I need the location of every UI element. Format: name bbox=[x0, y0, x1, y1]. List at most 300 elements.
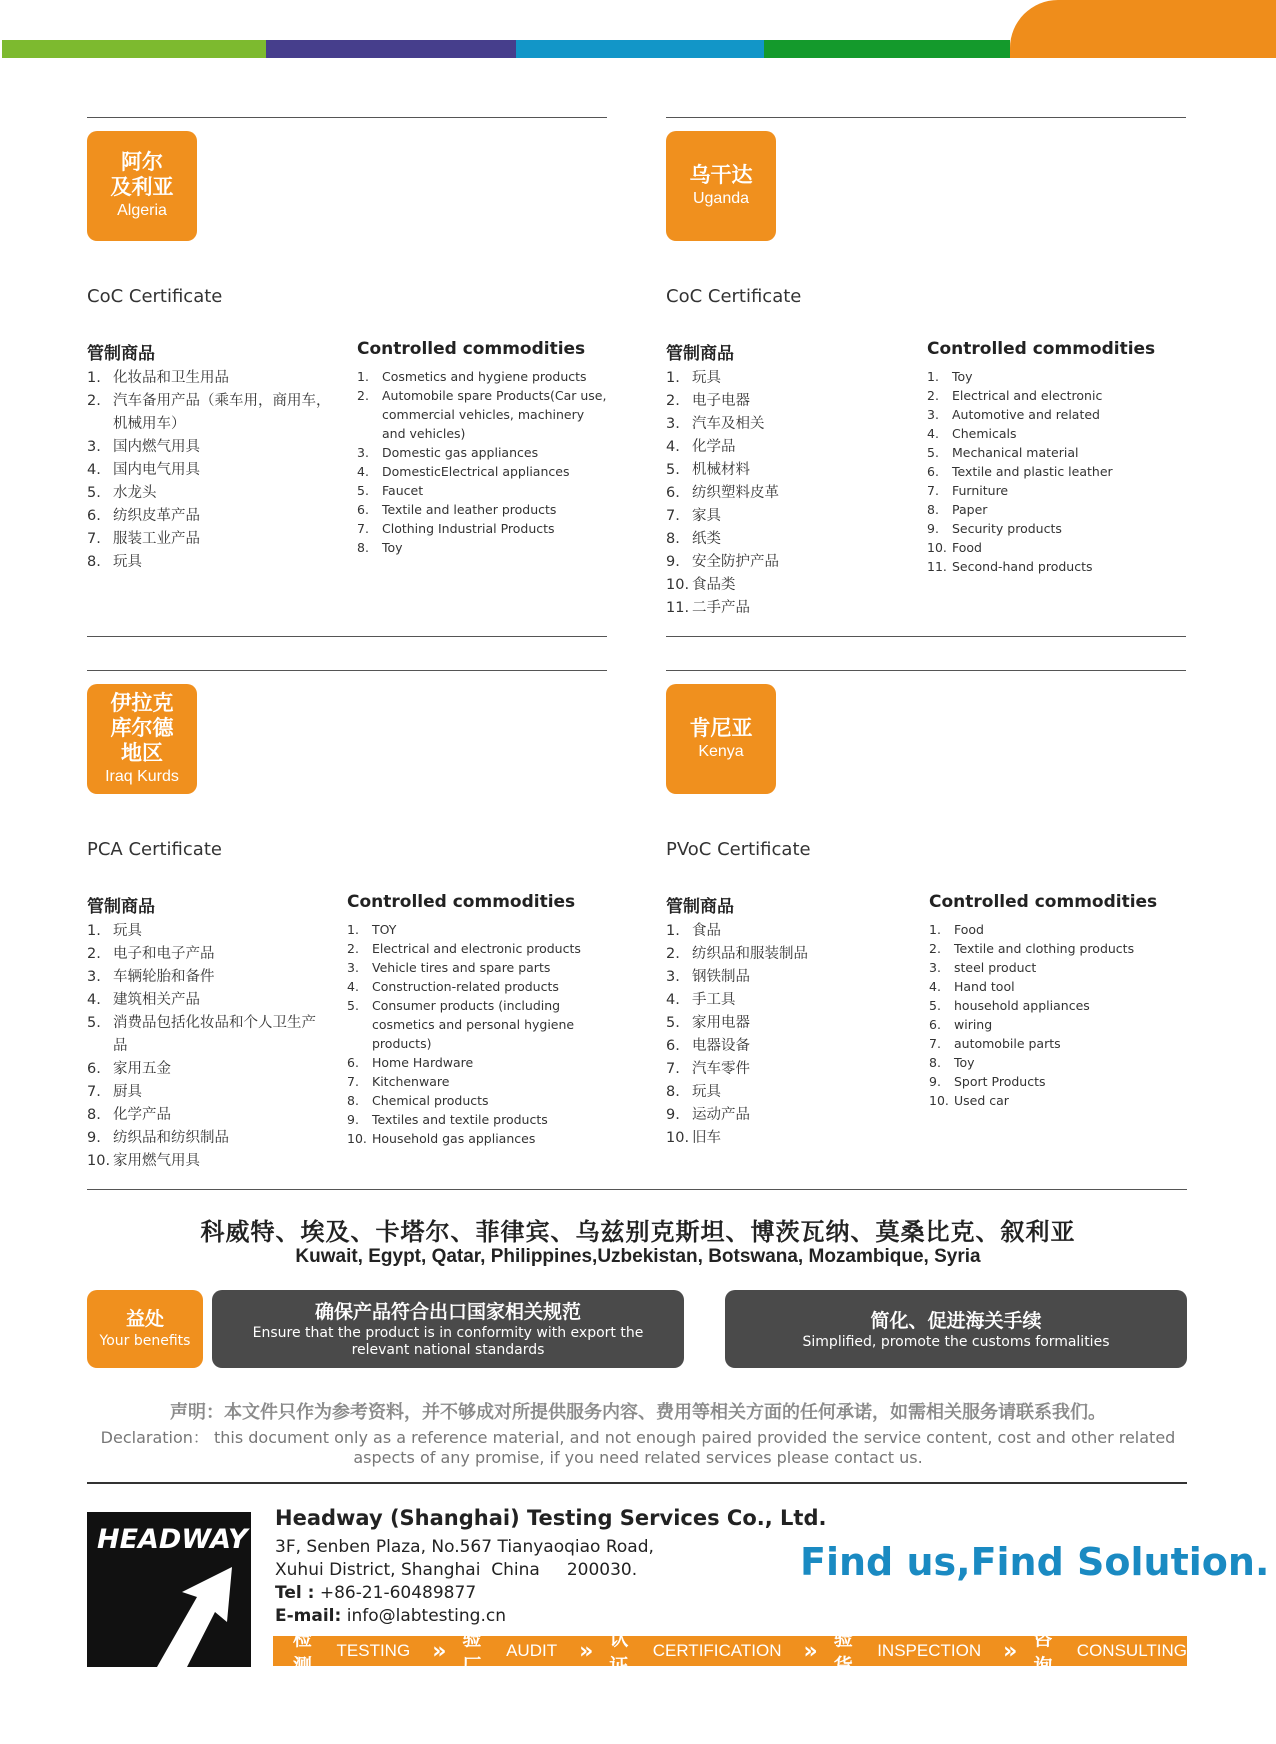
item-text: Toy bbox=[382, 540, 403, 555]
chevron-icon: » bbox=[1003, 1638, 1012, 1664]
item-number: 3. bbox=[666, 416, 680, 432]
service-zh: 咨询 bbox=[1033, 1628, 1053, 1677]
item-text: Textiles and textile products bbox=[372, 1112, 548, 1127]
service-testing bbox=[292, 1628, 411, 1677]
item-number: 6. bbox=[87, 508, 101, 524]
list-item bbox=[666, 459, 916, 482]
item-number: 10. bbox=[87, 1153, 111, 1169]
item-number: 4. bbox=[357, 464, 369, 479]
badge-en: Kenya bbox=[698, 742, 744, 760]
list-item bbox=[929, 1091, 1186, 1110]
item-text: 家用电器 bbox=[692, 1015, 750, 1031]
item-number: 9. bbox=[666, 1107, 680, 1123]
item-text: 化学产品 bbox=[113, 1107, 171, 1123]
section-bottom-rule bbox=[87, 636, 607, 637]
item-number: 9. bbox=[347, 1112, 359, 1127]
list-item bbox=[666, 551, 916, 574]
item-number: 1. bbox=[357, 369, 369, 384]
item-number: 2. bbox=[929, 941, 941, 956]
list-item bbox=[87, 1012, 327, 1058]
item-number: 3. bbox=[929, 960, 941, 975]
list-item bbox=[666, 920, 916, 943]
item-number: 10. bbox=[929, 1093, 949, 1108]
list-item bbox=[666, 482, 916, 505]
item-text: Textile and clothing products bbox=[954, 941, 1135, 956]
zh-heading: 管制商品 bbox=[666, 897, 734, 917]
list-item bbox=[927, 462, 1186, 481]
item-text: 玩具 bbox=[692, 1084, 721, 1100]
item-text: 家用燃气用具 bbox=[113, 1153, 200, 1169]
item-number: 4. bbox=[87, 992, 101, 1008]
list-item bbox=[929, 1034, 1186, 1053]
item-text: Consumer products (including cosmetics and personal hygiene products) bbox=[372, 998, 575, 1051]
item-number: 1. bbox=[347, 922, 359, 937]
item-number: 3. bbox=[87, 439, 101, 455]
item-number: 6. bbox=[357, 502, 369, 517]
item-text: 玩具 bbox=[692, 370, 721, 386]
other-countries-en: Kuwait, Egypt, Qatar, Philippines,Uzbekistan, Botswana, Mozambique, Syria bbox=[295, 1246, 981, 1267]
zh-heading: 管制商品 bbox=[666, 344, 734, 364]
item-number: 5. bbox=[927, 445, 939, 460]
list-item bbox=[357, 519, 607, 538]
list-item bbox=[666, 597, 916, 620]
service-zh: 验厂 bbox=[462, 1628, 482, 1677]
benefits-badge-zh: 益处 bbox=[125, 1308, 164, 1330]
benefits-badge-en: Your benefits bbox=[99, 1333, 191, 1349]
item-number: 7. bbox=[929, 1036, 941, 1051]
service-en: CONSULTING bbox=[1076, 1641, 1187, 1660]
service-audit bbox=[462, 1628, 558, 1677]
item-number: 8. bbox=[357, 540, 369, 555]
headway-logo bbox=[87, 1512, 251, 1667]
list-item bbox=[357, 386, 607, 443]
item-text: 汽车及相关 bbox=[692, 416, 765, 432]
country-badge bbox=[87, 684, 197, 794]
list-item bbox=[927, 500, 1186, 519]
section-top-rule bbox=[666, 117, 1186, 118]
item-number: 4. bbox=[929, 979, 941, 994]
address-line-1: 3F, Senben Plaza, No.567 Tianyaoqiao Road, bbox=[275, 1537, 654, 1557]
item-text: 厨具 bbox=[113, 1084, 142, 1100]
item-text: Electrical and electronic products bbox=[372, 941, 581, 956]
item-number: 7. bbox=[87, 531, 101, 547]
section-uganda bbox=[666, 117, 1188, 637]
item-text: 玩具 bbox=[113, 554, 142, 570]
item-number: 3. bbox=[87, 969, 101, 985]
item-number: 3. bbox=[927, 407, 939, 422]
list-item bbox=[357, 367, 607, 386]
item-text: 运动产品 bbox=[692, 1107, 750, 1123]
list-item bbox=[357, 462, 607, 481]
tel-value[interactable]: +86-21-60489877 bbox=[319, 1583, 477, 1603]
service-en: TESTING bbox=[336, 1641, 411, 1660]
item-number: 10. bbox=[666, 577, 690, 593]
badge-en: Algeria bbox=[117, 202, 167, 219]
list-item bbox=[347, 977, 587, 996]
zh-list bbox=[666, 920, 916, 1150]
item-text: 机械材料 bbox=[692, 462, 750, 478]
bar-green bbox=[2, 40, 266, 58]
slogan: Find us,Find Solution. bbox=[800, 1540, 1270, 1584]
service-certification bbox=[609, 1628, 782, 1677]
list-item bbox=[347, 958, 587, 977]
item-text: Home Hardware bbox=[372, 1055, 474, 1070]
list-item bbox=[87, 966, 327, 989]
list-item bbox=[357, 481, 607, 500]
item-text: wiring bbox=[954, 1017, 993, 1032]
item-text: Mechanical material bbox=[952, 445, 1079, 460]
item-number: 1. bbox=[929, 922, 941, 937]
list-item bbox=[87, 1104, 327, 1127]
badge-zh: 伊拉克 库尔德 地区 bbox=[110, 690, 174, 765]
logo-arrow-icon bbox=[87, 1512, 251, 1667]
item-text: Automobile spare Products(Car use, commercial vehicles, machinery and vehicles) bbox=[382, 388, 607, 441]
item-text: 汽车零件 bbox=[692, 1061, 750, 1077]
certificate-title: PCA Certificate bbox=[87, 839, 222, 860]
item-text: 纺织皮革产品 bbox=[113, 508, 200, 524]
list-item bbox=[87, 482, 342, 505]
item-number: 10. bbox=[666, 1130, 690, 1146]
item-number: 2. bbox=[87, 393, 101, 409]
list-item bbox=[666, 413, 916, 436]
item-number: 7. bbox=[666, 508, 680, 524]
item-number: 4. bbox=[927, 426, 939, 441]
item-text: Construction-related products bbox=[372, 979, 559, 994]
service-zh: 验货 bbox=[833, 1628, 853, 1677]
bar-purple bbox=[266, 40, 516, 58]
countries-top-rule bbox=[87, 1189, 1187, 1190]
item-number: 4. bbox=[347, 979, 359, 994]
list-item bbox=[87, 551, 342, 574]
item-number: 6. bbox=[666, 1038, 680, 1054]
zh-list bbox=[87, 920, 327, 1173]
zh-list bbox=[87, 367, 342, 574]
item-text: DomesticElectrical appliances bbox=[382, 464, 570, 479]
section-iraq-kurds bbox=[87, 670, 609, 1190]
en-list bbox=[347, 920, 587, 1148]
item-text: Domestic gas appliances bbox=[382, 445, 539, 460]
service-en: CERTIFICATION bbox=[652, 1641, 782, 1660]
declaration-zh: 声明：本文件只作为参考资料，并不够成对所提供服务内容、费用等相关方面的任何承诺，如需相关服务请联系我们。 bbox=[170, 1402, 1106, 1423]
list-item bbox=[929, 1072, 1186, 1091]
list-item bbox=[87, 1150, 327, 1173]
list-item bbox=[927, 367, 1186, 386]
list-item bbox=[929, 920, 1186, 939]
item-number: 5. bbox=[87, 1015, 101, 1031]
country-badge bbox=[666, 131, 776, 241]
list-item bbox=[347, 1072, 587, 1091]
item-text: 纺织塑料皮革 bbox=[692, 485, 779, 501]
top-orange-tab bbox=[1010, 0, 1276, 58]
list-item bbox=[666, 505, 916, 528]
list-item bbox=[666, 943, 916, 966]
item-text: Used car bbox=[954, 1093, 1009, 1108]
en-list bbox=[357, 367, 607, 557]
en-heading: Controlled commodities bbox=[347, 892, 576, 912]
item-text: 消费品包括化妆品和个人卫生产品 bbox=[113, 1015, 316, 1054]
list-item bbox=[927, 443, 1186, 462]
list-item bbox=[929, 939, 1186, 958]
item-text: Textile and plastic leather bbox=[952, 464, 1113, 479]
item-text: Food bbox=[954, 922, 984, 937]
item-number: 7. bbox=[87, 1084, 101, 1100]
item-text: 电器设备 bbox=[692, 1038, 750, 1054]
item-number: 4. bbox=[666, 439, 680, 455]
list-item bbox=[347, 996, 587, 1053]
item-text: 电子和电子产品 bbox=[113, 946, 215, 962]
list-item bbox=[87, 367, 342, 390]
item-number: 6. bbox=[927, 464, 939, 479]
benefit-customs-zh: 简化、促进海关手续 bbox=[870, 1309, 1042, 1332]
badge-zh: 阿尔 及利亚 bbox=[110, 150, 174, 199]
company-address bbox=[275, 1536, 654, 1628]
item-text: Chemical products bbox=[372, 1093, 489, 1108]
footer-rule bbox=[87, 1482, 1187, 1484]
logo-word: HEADWAY bbox=[97, 1524, 248, 1555]
chevron-icon: » bbox=[579, 1638, 588, 1664]
item-text: 手工具 bbox=[692, 992, 736, 1008]
item-text: household appliances bbox=[954, 998, 1090, 1013]
item-text: 纺织品和服装制品 bbox=[692, 946, 808, 962]
item-number: 9. bbox=[929, 1074, 941, 1089]
item-number: 3. bbox=[347, 960, 359, 975]
item-number: 8. bbox=[87, 554, 101, 570]
item-text: Automotive and related bbox=[952, 407, 1100, 422]
item-number: 2. bbox=[347, 941, 359, 956]
benefit-conformity-en: Ensure that the product is in conformity with export the relevant national standards bbox=[252, 1325, 644, 1358]
list-item bbox=[87, 920, 327, 943]
list-item bbox=[87, 436, 342, 459]
item-number: 2. bbox=[666, 946, 680, 962]
item-text: Kitchenware bbox=[372, 1074, 450, 1089]
list-item bbox=[347, 1129, 587, 1148]
item-number: 11. bbox=[927, 559, 947, 574]
item-number: 5. bbox=[666, 1015, 680, 1031]
section-kenya bbox=[666, 670, 1188, 1190]
badge-en: Uganda bbox=[692, 189, 750, 207]
item-text: Second-hand products bbox=[952, 559, 1093, 574]
item-text: Textile and leather products bbox=[382, 502, 557, 517]
bar-darkgreen bbox=[764, 40, 1010, 58]
item-number: 5. bbox=[666, 462, 680, 478]
list-item bbox=[87, 1081, 327, 1104]
list-item bbox=[666, 966, 916, 989]
item-number: 5. bbox=[357, 483, 369, 498]
item-text: Toy bbox=[954, 1055, 975, 1070]
item-number: 8. bbox=[347, 1093, 359, 1108]
chevron-icon: » bbox=[432, 1638, 441, 1664]
item-text: 钢铁制品 bbox=[692, 969, 750, 985]
country-badge bbox=[666, 684, 776, 794]
list-item bbox=[87, 505, 342, 528]
bar-blue bbox=[516, 40, 764, 58]
item-number: 7. bbox=[347, 1074, 359, 1089]
item-number: 10. bbox=[927, 540, 947, 555]
item-text: 食品类 bbox=[692, 577, 736, 593]
country-badge bbox=[87, 131, 197, 241]
service-zh: 检测 bbox=[292, 1628, 312, 1677]
section-top-rule bbox=[666, 670, 1186, 671]
service-en: INSPECTION bbox=[877, 1641, 982, 1660]
item-number: 8. bbox=[927, 502, 939, 517]
item-number: 7. bbox=[357, 521, 369, 536]
list-item bbox=[666, 1012, 916, 1035]
item-number: 6. bbox=[929, 1017, 941, 1032]
item-text: Sport Products bbox=[954, 1074, 1046, 1089]
item-number: 1. bbox=[666, 923, 680, 939]
item-number: 8. bbox=[87, 1107, 101, 1123]
list-item bbox=[929, 958, 1186, 977]
service-zh: 认证 bbox=[609, 1628, 629, 1677]
item-number: 2. bbox=[87, 946, 101, 962]
email-label: E-mail: bbox=[275, 1606, 342, 1626]
en-heading: Controlled commodities bbox=[357, 339, 586, 359]
item-text: 食品 bbox=[692, 923, 721, 939]
item-text: 电子电器 bbox=[692, 393, 750, 409]
item-number: 5. bbox=[347, 998, 359, 1013]
benefit-conformity bbox=[212, 1290, 684, 1368]
item-number: 7. bbox=[927, 483, 939, 498]
list-item bbox=[666, 1035, 916, 1058]
zh-heading: 管制商品 bbox=[87, 344, 155, 364]
item-text: TOY bbox=[372, 922, 397, 937]
benefit-conformity-zh: 确保产品符合出口国家相关规范 bbox=[314, 1301, 581, 1323]
item-text: 家具 bbox=[692, 508, 721, 524]
item-number: 6. bbox=[347, 1055, 359, 1070]
item-text: 安全防护产品 bbox=[692, 554, 779, 570]
item-number: 2. bbox=[666, 393, 680, 409]
list-item bbox=[87, 459, 342, 482]
other-countries-zh: 科威特、埃及、卡塔尔、菲律宾、乌兹别克斯坦、博茨瓦纳、莫桑比克、叙利亚 bbox=[200, 1218, 1076, 1246]
list-item bbox=[347, 1110, 587, 1129]
list-item bbox=[666, 528, 916, 551]
list-item bbox=[87, 528, 342, 551]
certificate-title: PVoC Certificate bbox=[666, 839, 811, 860]
item-text: 纸类 bbox=[692, 531, 721, 547]
item-number: 1. bbox=[87, 923, 101, 939]
benefit-customs bbox=[725, 1290, 1187, 1368]
item-text: Faucet bbox=[382, 483, 424, 498]
item-text: Hand tool bbox=[954, 979, 1015, 994]
en-list bbox=[927, 367, 1186, 576]
item-number: 7. bbox=[666, 1061, 680, 1077]
item-number: 10. bbox=[347, 1131, 367, 1146]
list-item bbox=[927, 424, 1186, 443]
list-item bbox=[347, 939, 587, 958]
item-text: 建筑相关产品 bbox=[113, 992, 200, 1008]
item-number: 3. bbox=[666, 969, 680, 985]
item-number: 2. bbox=[357, 388, 369, 403]
list-item bbox=[929, 1015, 1186, 1034]
tel-line bbox=[275, 1582, 654, 1605]
badge-en: Iraq Kurds bbox=[105, 767, 179, 785]
item-text: steel product bbox=[954, 960, 1037, 975]
item-text: 家用五金 bbox=[113, 1061, 171, 1077]
item-number: 8. bbox=[929, 1055, 941, 1070]
item-text: 服装工业产品 bbox=[113, 531, 200, 547]
item-text: Chemicals bbox=[952, 426, 1017, 441]
email-value[interactable]: info@labtesting.cn bbox=[346, 1606, 506, 1626]
list-item bbox=[666, 1127, 916, 1150]
list-item bbox=[357, 538, 607, 557]
en-list bbox=[929, 920, 1186, 1110]
section-bottom-rule bbox=[666, 636, 1186, 637]
item-number: 4. bbox=[666, 992, 680, 1008]
tel-label: Tel : bbox=[275, 1583, 315, 1603]
list-item bbox=[87, 943, 327, 966]
item-text: 旧车 bbox=[692, 1130, 721, 1146]
item-text: 水龙头 bbox=[113, 485, 157, 501]
item-number: 3. bbox=[357, 445, 369, 460]
certificate-title: CoC Certificate bbox=[666, 286, 802, 307]
item-text: 汽车备用产品（乘车用，商用车，机械用车） bbox=[113, 393, 331, 432]
item-text: Food bbox=[952, 540, 982, 555]
list-item bbox=[666, 1104, 916, 1127]
list-item bbox=[929, 1053, 1186, 1072]
item-text: Electrical and electronic bbox=[952, 388, 1103, 403]
item-number: 5. bbox=[87, 485, 101, 501]
item-text: 二手产品 bbox=[692, 600, 750, 616]
declaration-en: Declaration： this document only as a reference material, and not enough paired provided the service content, cost and other related aspects of any promise, if you need related services please contact us. bbox=[100, 1428, 1176, 1467]
item-number: 6. bbox=[87, 1061, 101, 1077]
list-item bbox=[357, 443, 607, 462]
list-item bbox=[666, 1058, 916, 1081]
company-name: Headway (Shanghai) Testing Services Co., Ltd. bbox=[275, 1506, 827, 1530]
badge-zh: 乌干达 bbox=[689, 162, 753, 187]
list-item bbox=[666, 390, 916, 413]
section-top-rule bbox=[87, 117, 607, 118]
item-number: 8. bbox=[666, 531, 680, 547]
item-text: 车辆轮胎和备件 bbox=[113, 969, 215, 985]
section-top-rule bbox=[87, 670, 607, 671]
benefit-customs-en: Simplified, promote the customs formalities bbox=[802, 1333, 1110, 1350]
list-item bbox=[929, 996, 1186, 1015]
item-number: 9. bbox=[927, 521, 939, 536]
item-number: 1. bbox=[927, 369, 939, 384]
list-item bbox=[87, 1127, 327, 1150]
item-text: 纺织品和纺织制品 bbox=[113, 1130, 229, 1146]
list-item bbox=[347, 920, 587, 939]
chevron-icon: » bbox=[803, 1638, 812, 1664]
item-number: 9. bbox=[87, 1130, 101, 1146]
en-heading: Controlled commodities bbox=[929, 892, 1158, 912]
badge-zh: 肯尼亚 bbox=[689, 715, 753, 740]
section-algeria bbox=[87, 117, 609, 637]
item-text: Paper bbox=[952, 502, 988, 517]
item-text: 化妆品和卫生用品 bbox=[113, 370, 229, 386]
list-item bbox=[666, 436, 916, 459]
address-line-2: Xuhui District, Shanghai China 200030. bbox=[275, 1560, 638, 1580]
zh-list bbox=[666, 367, 916, 620]
item-text: Cosmetics and hygiene products bbox=[382, 369, 587, 384]
item-text: Security products bbox=[952, 521, 1062, 536]
list-item bbox=[87, 390, 342, 436]
certificate-title: CoC Certificate bbox=[87, 286, 223, 307]
services-bar bbox=[273, 1628, 1187, 1677]
item-text: Vehicle tires and spare parts bbox=[372, 960, 551, 975]
item-text: automobile parts bbox=[954, 1036, 1061, 1051]
item-number: 6. bbox=[666, 485, 680, 501]
service-inspection bbox=[833, 1628, 982, 1677]
item-text: Furniture bbox=[952, 483, 1009, 498]
list-item bbox=[666, 574, 916, 597]
item-text: 国内电气用具 bbox=[113, 462, 200, 478]
list-item bbox=[666, 989, 916, 1012]
list-item bbox=[929, 977, 1186, 996]
list-item bbox=[666, 367, 916, 390]
item-number: 11. bbox=[666, 600, 690, 616]
list-item bbox=[927, 557, 1186, 576]
